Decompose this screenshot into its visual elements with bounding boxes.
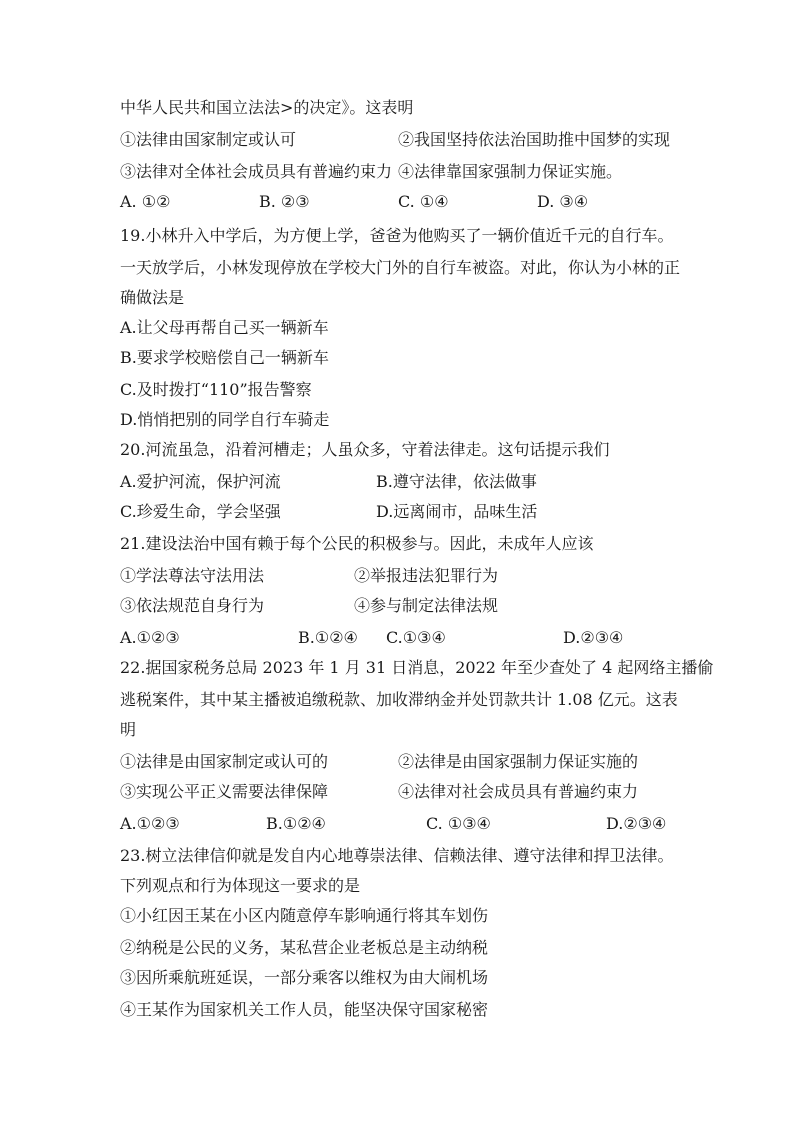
statement-3: ③法律对全体社会成员具有普遍约束力 <box>120 162 393 181</box>
choice-a: A.①②③ <box>120 628 180 647</box>
statement-line: ④王某作为国家机关工作人员，能坚决保守国家秘密 <box>120 1000 489 1019</box>
choice-d: D.②③④ <box>563 628 624 647</box>
choice-d: D. ③④ <box>537 192 589 211</box>
statement-4: ④法律靠国家强制力保证实施。 <box>398 162 623 181</box>
option-line: D.悄悄把别的同学自行车骑走 <box>120 410 330 429</box>
option-line: B.要求学校赔偿自己一辆新车 <box>120 348 329 367</box>
statement-line: ②纳税是公民的义务，某私营企业老板总是主动纳税 <box>120 938 489 957</box>
choice-b: B.①②④ <box>266 814 326 833</box>
text-line: 明 <box>120 720 137 739</box>
choice-a: A. ①② <box>120 192 171 211</box>
question-19-stem: 19.小林升入中学后，为方便上学，爸爸为他购买了一辆价值近千元的自行车。 <box>120 226 674 245</box>
question-20-stem: 20.河流虽急，沿着河槽走；人虽众多，守着法律走。这句话提示我们 <box>120 440 610 459</box>
statement-3: ③依法规范自身行为 <box>120 596 265 615</box>
question-23-stem: 23.树立法律信仰就是发自内心地尊崇法律、信赖法律、遵守法律和捍卫法律。 <box>120 846 674 865</box>
text-line: 确做法是 <box>120 288 185 307</box>
question-21-stem: 21.建设法治中国有赖于每个公民的积极参与。因此，未成年人应该 <box>120 534 594 553</box>
statement-3: ③实现公平正义需要法律保障 <box>120 782 329 801</box>
statement-line: ③因所乘航班延误，一部分乘客以维权为由大闹机场 <box>120 968 489 987</box>
statement-1: ①法律由国家制定或认可 <box>120 130 297 149</box>
choice-c: C. ①④ <box>398 192 449 211</box>
choice-b: B.①②④ <box>298 628 358 647</box>
text-line: 下列观点和行为体现这一要求的是 <box>120 876 361 895</box>
choice-d: D.②③④ <box>606 814 667 833</box>
choice-a: A.①②③ <box>120 814 180 833</box>
statement-2: ②我国坚持依法治国助推中国梦的实现 <box>398 130 671 149</box>
choice-a: A.爱护河流，保护河流 <box>120 472 281 491</box>
choice-c: C.珍爱生命，学会坚强 <box>120 502 281 521</box>
choice-d: D.远离闹市，品味生活 <box>376 502 538 521</box>
statement-line: ①小红因王某在小区内随意停车影响通行将其车划伤 <box>120 906 489 925</box>
choice-b: B.遵守法律，依法做事 <box>376 472 537 491</box>
statement-4: ④参与制定法律法规 <box>354 596 499 615</box>
choice-c: C. ①③④ <box>426 814 491 833</box>
text-line: 一天放学后，小林发现停放在学校大门外的自行车被盗。对此，你认为小林的正 <box>120 258 681 277</box>
option-line: A.让父母再帮自己买一辆新车 <box>120 318 329 337</box>
text-line: 逃税案件，其中某主播被追缴税款、加收滞纳金并处罚款共计 1.08 亿元。这表 <box>120 690 678 709</box>
statement-1: ①学法尊法守法用法 <box>120 566 265 585</box>
option-line: C.及时拨打“110”报告警察 <box>120 380 312 399</box>
choice-b: B. ②③ <box>259 192 310 211</box>
choice-c: C.①③④ <box>386 628 446 647</box>
statement-4: ④法律对社会成员具有普遍约束力 <box>398 782 639 801</box>
statement-2: ②举报违法犯罪行为 <box>354 566 499 585</box>
text-line: 中华人民共和国立法法>的决定》。这表明 <box>120 98 414 117</box>
question-22-stem: 22.据国家税务总局 2023 年 1 月 31 日消息，2022 年至少查处了 4 起网络主播偷 <box>120 658 714 677</box>
statement-1: ①法律是由国家制定或认可的 <box>120 752 329 771</box>
statement-2: ②法律是由国家强制力保证实施的 <box>398 752 639 771</box>
